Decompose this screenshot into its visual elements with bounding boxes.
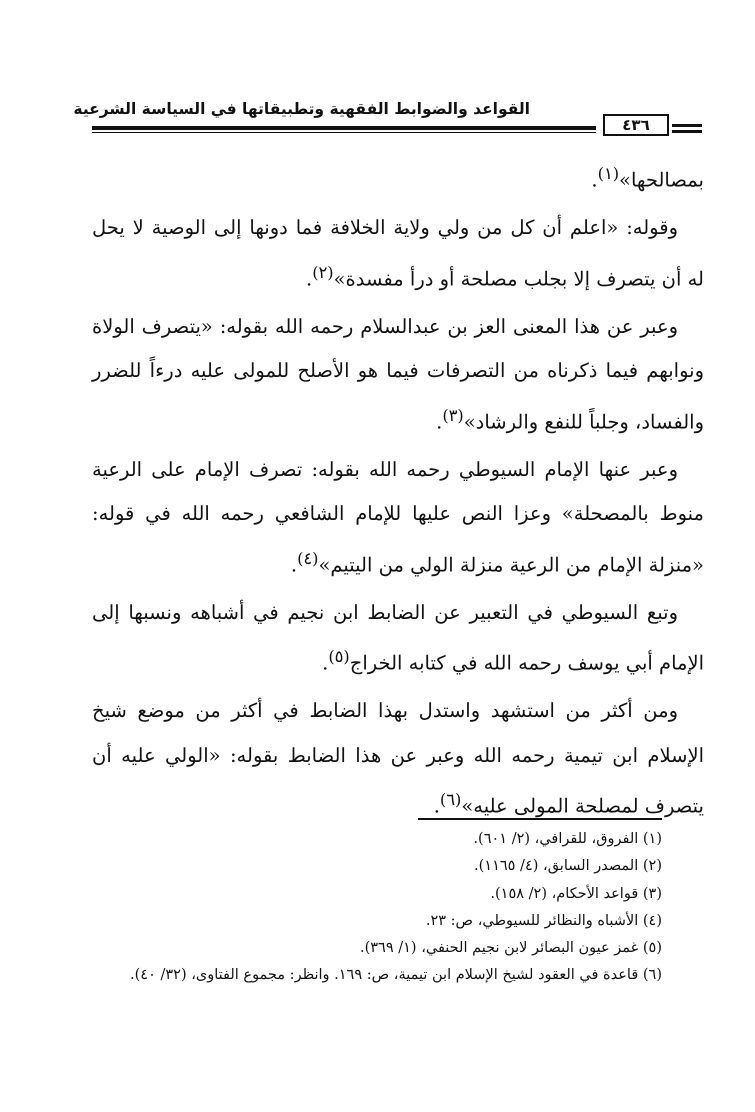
paragraph: ومن أكثر من استشهد واستدل بهذا الضابط في أكثر من موضع شيخ الإسلام ابن تيمية رحمه الله وعبر عن هذا الضابط بقوله: «الولي عليه أن يتصرف لمصلحة المولى عليه»$^{(٦)}$. <box>92 699 704 818</box>
footnote: (٢) المصدر السابق، (٤/ ١١٦٥). <box>474 858 662 875</box>
page-number: ٤٣٦ <box>603 114 669 136</box>
footnote-separator <box>418 818 662 820</box>
footnotes <box>82 826 662 990</box>
paragraph: وتبع السيوطي في التعبير عن الضابط ابن نجيم في أشباهه ونسبها إلى الإمام أبي يوسف رحمه الله في كتابه الخراج$^{(٥)}$. <box>92 600 704 675</box>
paragraph: وقوله: «اعلم أن كل من ولي ولاية الخلافة فما دونها إلى الوصية لا يحل له أن يتصرف إلا بجلب مصلحة أو درأ مفسدة»$^{(٢)}$. <box>92 216 704 290</box>
header-rule-thick <box>92 126 596 130</box>
footnote: (٣) قواعد الأحكام، (٢/ ١٥٨). <box>490 885 662 902</box>
header-side-rule-bottom <box>672 130 702 133</box>
body-text <box>92 152 704 832</box>
footnote: (٤) الأشباه والنظائر للسيوطي، ص: ٢٣. <box>425 912 662 929</box>
footnote: (١) الفروق، للقرافي، (٢/ ٦٠١). <box>473 831 662 847</box>
footnote: (٥) غمز عيون البصائر لابن نجيم الحنفي، (١/ ٣٦٩). <box>359 940 662 957</box>
header-rule-thin <box>92 132 596 133</box>
paragraph: بمصالحها»$^{(١)}$. <box>591 164 704 192</box>
header-title: القواعد والضوابط الفقهية وتطبيقاتها في السياسة الشرعية <box>73 100 530 118</box>
paragraph: وعبر عن هذا المعنى العز بن عبدالسلام رحمه الله بقوله: «يتصرف الولاة ونوابهم فيما ذكرناه من التصرفات فيما هو الأصلح للمولى عليه درءاً للضرر والفساد، وجلباً للنفع والرشاد»$^{(٣)}$. <box>92 314 704 433</box>
paragraph: وعبر عنها الإمام السيوطي رحمه الله بقوله: تصرف الإمام على الرعية منوط بالمصحلة» وعزا النص عليها للإمام الشافعي رحمه الله في قوله: «منزلة الإمام من الرعية منزلة الولي من اليتيم»$^{(٤)}$. <box>92 457 704 576</box>
header-side-rule-top <box>672 124 702 127</box>
running-header <box>73 98 702 138</box>
footnote: (٦) قاعدة في العقود لشيخ الإسلام ابن تيمية، ص: ١٦٩. وانظر: مجموع الفتاوى، (٣٢/ ٤٠). <box>130 967 662 984</box>
